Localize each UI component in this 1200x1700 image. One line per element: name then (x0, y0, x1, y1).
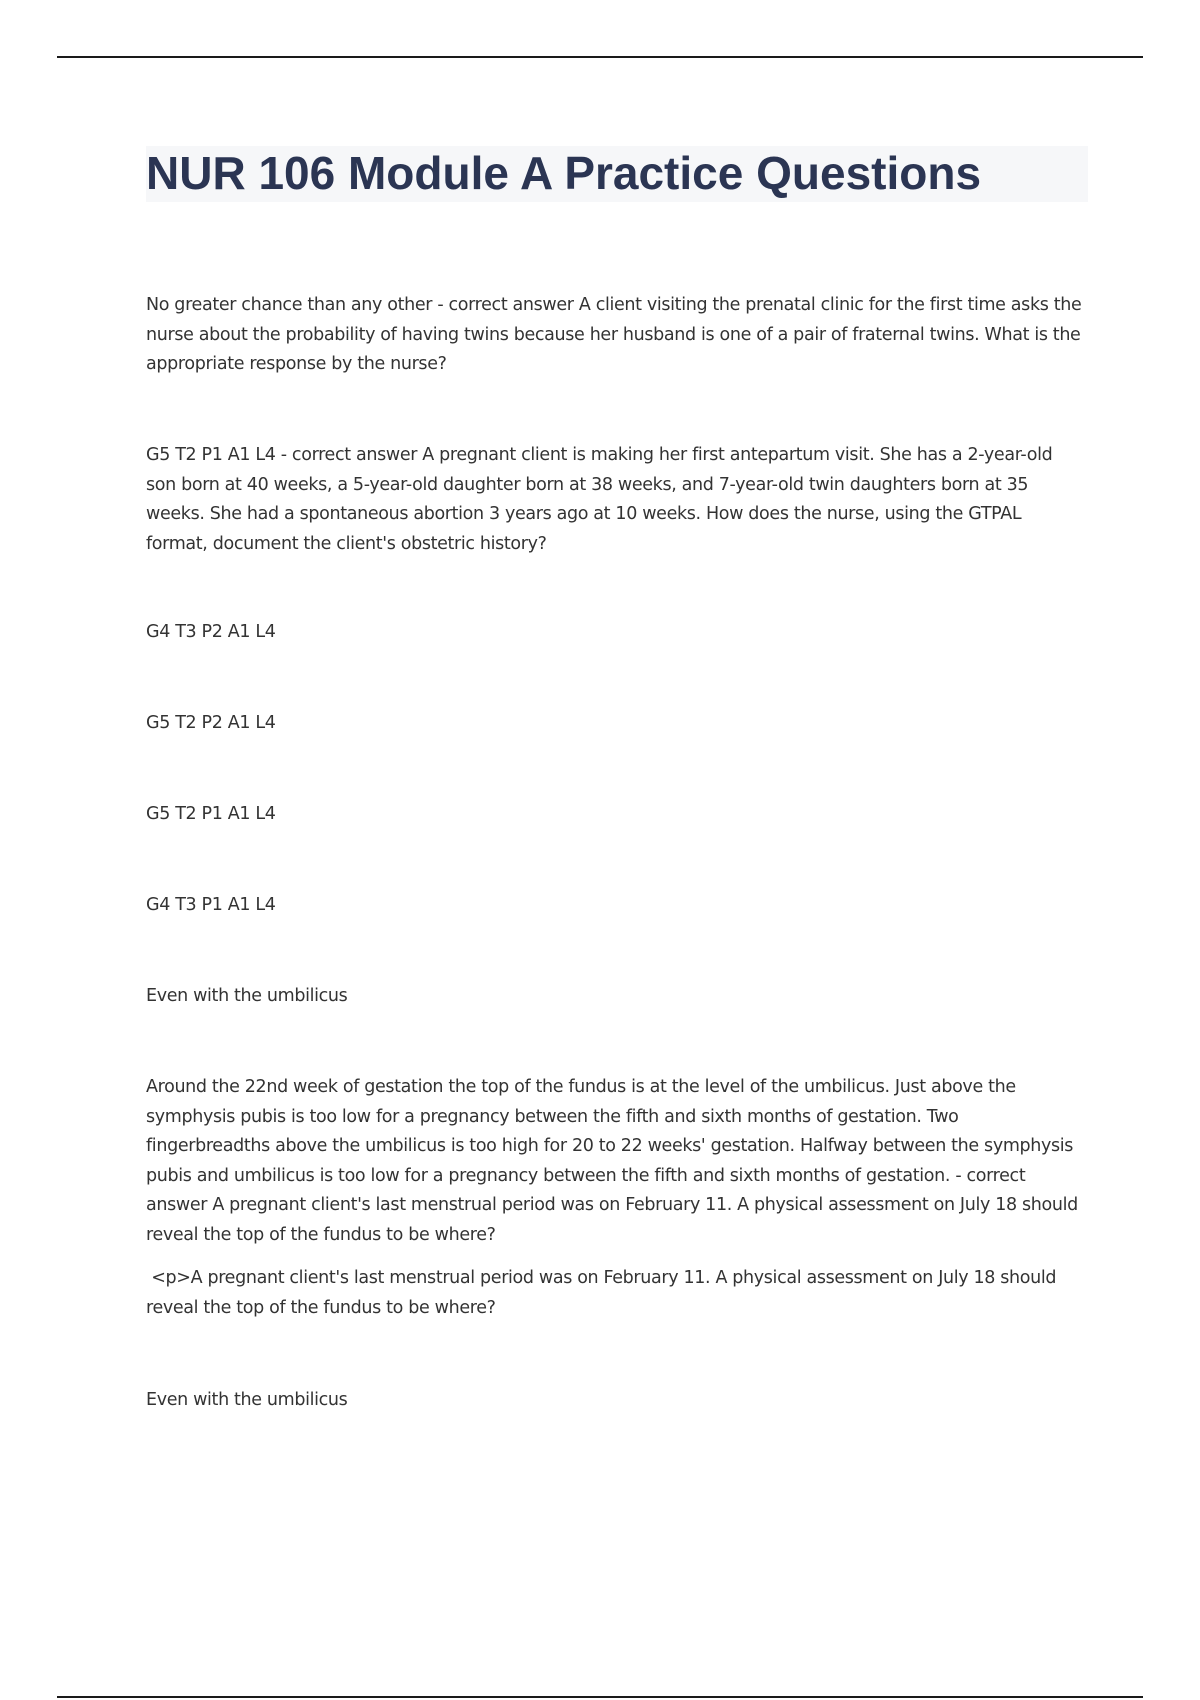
document-title: NUR 106 Module A Practice Questions (146, 147, 982, 199)
option-text: G5 T2 P2 A1 L4 (146, 713, 276, 733)
answer-text: Even with the umbilicus (146, 1390, 348, 1410)
footer-rule (57, 1696, 1143, 1698)
rationale-fundus: Around the 22nd week of gestation the top of the fundus is at the level of the umbilicus. Just above the symphysis pubis is too low for a pregnancy between the fifth and sixth months of gestation. Two fingerbreadths above the umbilicus is too high for 20 to 22 weeks' gestation. Halfway between the symphysis pubis and umbilicus is too low for a pregnancy between the fifth and sixth months of gestation. - correct answer A pregnant client's last menstrual period was on February 11. A physical assessment on July 18 should reveal the top of the fundus to be where? (146, 1077, 1078, 1245)
option-text: G5 T2 P1 A1 L4 (146, 804, 276, 824)
answer-text: Even with the umbilicus (146, 986, 348, 1006)
option-text: G4 T3 P2 A1 L4 (146, 622, 276, 642)
question-twins: No greater chance than any other - correct answer A client visiting the prenatal clinic for the first time asks the nurse about the probability of having twins because her husband is one of a pair of fraternal twins. What is the appropriate response by the nurse? (146, 295, 1082, 374)
question-fundus: <p>A pregnant client's last menstrual period was on February 11. A physical assessment on July 18 should reveal the top of the fundus to be where? (146, 1268, 1062, 1318)
header-rule (57, 56, 1143, 58)
option-text: G4 T3 P1 A1 L4 (146, 895, 276, 915)
question-gtpal: G5 T2 P1 A1 L4 - correct answer A pregnant client is making her first antepartum visit. She has a 2-year-old son born at 40 weeks, a 5-year-old daughter born at 38 weeks, and 7-year-old twin daughters born at 35 weeks. She had a spontaneous abortion 3 years ago at 10 weeks. How does the nurse, using the GTPAL format, document the client's obstetric history? (146, 445, 1053, 554)
